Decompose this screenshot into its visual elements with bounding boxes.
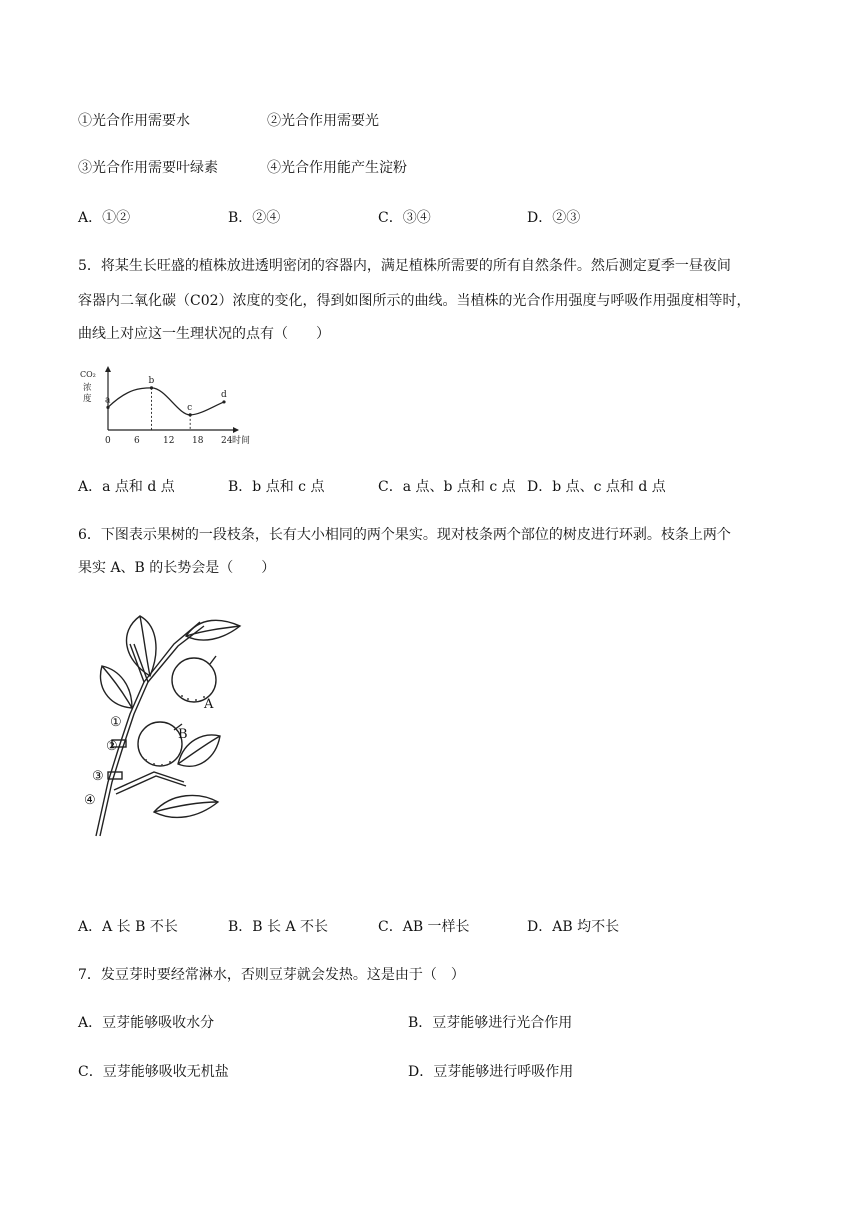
q5-option-a[interactable]: A．a 点和 d 点 [78, 479, 175, 495]
point-label-d: d [221, 389, 227, 400]
q6-option-a[interactable]: A．A 长 B 不长 [78, 919, 178, 935]
q4-option-c[interactable]: C．③④ [378, 210, 431, 226]
q7-option-c[interactable]: C．豆芽能够吸收无机盐 [78, 1064, 229, 1080]
label-1: ① [110, 715, 122, 730]
q5-text-line-2: 容器内二氧化碳（C02）浓度的变化，得到如图所示的曲线。当植株的光合作用强度与呼吸作用强度相等时， [78, 293, 751, 309]
x-axis-label: 时间 [232, 436, 251, 446]
point-c [189, 413, 192, 416]
x-tick-label: 24 [221, 436, 233, 446]
fruit-a [172, 658, 216, 702]
statement-4: ④光合作用能产生淀粉 [267, 160, 407, 176]
y-axis-label-co2: CO₂ [80, 370, 96, 379]
q6-option-d[interactable]: D．AB 均不长 [527, 919, 620, 935]
q5-option-c[interactable]: C．a 点、b 点和 c 点 [378, 479, 516, 495]
q4-option-d[interactable]: D．②③ [527, 210, 581, 226]
q6-option-b[interactable]: B．B 长 A 不长 [228, 919, 329, 935]
q5-option-d[interactable]: D．b 点、c 点和 d 点 [527, 479, 666, 495]
label-2: ② [106, 739, 118, 754]
point-label-b: b [148, 375, 155, 386]
point-b [150, 386, 153, 389]
x-tick-label: 12 [163, 436, 175, 446]
point-a [106, 406, 109, 409]
label-4: ④ [84, 793, 96, 808]
q7-option-a[interactable]: A．豆芽能够吸收水分 [78, 1015, 215, 1031]
x-axis-arrow [233, 427, 239, 433]
fruit-branch-figure [74, 604, 244, 844]
q7-option-b[interactable]: B．豆芽能够进行光合作用 [408, 1015, 573, 1031]
statement-2: ②光合作用需要光 [267, 113, 379, 129]
point-d [222, 400, 225, 403]
x-tick-label: 0 [105, 436, 111, 446]
x-tick-label: 18 [192, 436, 204, 446]
label-b: B [178, 727, 188, 742]
point-label-c: c [187, 402, 193, 413]
q6-text-line-2: 果实 A、B 的长势会是（ ） [78, 560, 276, 576]
q5-text-line-3: 曲线上对应这一生理状况的点有（ ） [78, 326, 330, 342]
label-a: A [204, 697, 214, 712]
q6-text-line-1: 6．下图表示果树的一段枝条，长有大小相同的两个果实。现对枝条两个部位的树皮进行环剥。枝条上两个 [78, 527, 731, 543]
co2-chart [78, 364, 251, 450]
statement-1: ①光合作用需要水 [78, 113, 190, 129]
x-tick-label: 6 [134, 436, 140, 446]
y-axis-arrow [105, 366, 111, 372]
q4-option-b[interactable]: B．②④ [228, 210, 281, 226]
q5-text-line-1: 5．将某生长旺盛的植株放进透明密闭的容器内，满足植株所需要的所有自然条件。然后测定夏季一昼夜间 [78, 258, 731, 274]
co2-curve [108, 388, 224, 415]
q7-option-d[interactable]: D．豆芽能够进行呼吸作用 [408, 1064, 574, 1080]
q4-option-a[interactable]: A．①② [78, 210, 131, 226]
point-label-a: a [105, 395, 111, 406]
q5-option-b[interactable]: B．b 点和 c 点 [228, 479, 325, 495]
lower-twig [114, 772, 184, 790]
leaf-lower [154, 795, 218, 817]
statement-3: ③光合作用需要叶绿素 [78, 160, 218, 176]
leaf-left [100, 666, 132, 708]
q6-option-c[interactable]: C．AB 一样长 [378, 919, 470, 935]
q7-text-line-1: 7．发豆芽时要经常淋水，否则豆芽就会发热。这是由于（ ） [78, 967, 465, 983]
y-axis-label-char: 浓 [83, 383, 92, 393]
label-3: ③ [92, 769, 104, 784]
y-axis-label-char: 度 [83, 394, 92, 404]
